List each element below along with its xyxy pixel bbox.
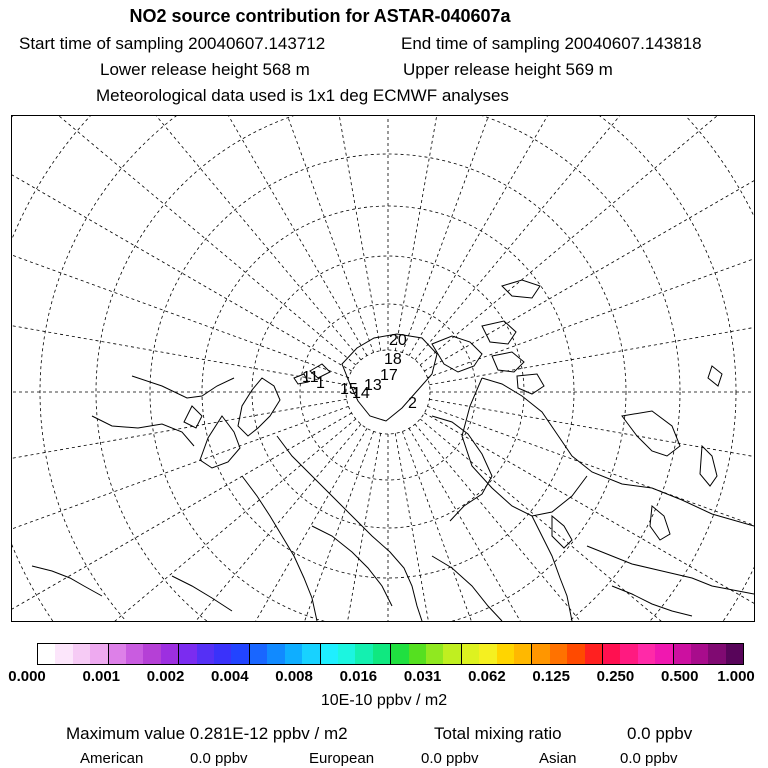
color-scale-cell [373,644,391,664]
color-scale-cell [90,644,108,664]
longitude-line [395,433,544,621]
longitude-line [12,399,347,548]
color-scale-tick-label: 0.004 [211,668,249,685]
region-asian-name: Asian [539,750,577,767]
color-scale-cell [73,644,90,664]
longitude-line [12,406,349,621]
longitude-line [409,116,754,356]
color-scale-cell [38,644,55,664]
latitude-circle [252,256,524,528]
color-scale-cell [197,644,214,664]
longitude-line [402,116,695,353]
color-scale-cell [321,644,338,664]
color-scale-cell [409,644,426,664]
color-scale-cell [691,644,708,664]
longitude-line [415,424,754,621]
longitude-line [12,116,361,360]
color-scale-cell [708,644,725,664]
region-american-value: 0.0 ppbv [190,750,248,767]
units-label: 10E-10 ppbv / m2 [320,692,448,709]
start-time: Start time of sampling 20040607.143712 [19,34,326,53]
color-scale-cell [726,644,743,664]
longitude-line [420,116,754,365]
map-label: 14 [352,385,370,402]
color-scale-cell [462,644,479,664]
color-scale-tick-label: 0.062 [468,668,506,685]
longitude-line [232,116,381,351]
color-scale-tick-label: 1.000 [717,668,755,685]
color-scale-cell [514,644,532,664]
longitude-line [402,431,695,621]
color-scale-tick-label: 0.500 [660,668,699,685]
longitude-line [12,419,356,621]
color-scale-cell [603,644,620,664]
region-american-name: American [80,750,144,767]
color-scale-cell [391,644,408,664]
end-time: End time of sampling 20040607.143818 [401,34,702,53]
longitude-line [12,116,349,378]
region-european-name: European [309,750,375,767]
color-scale-cell [620,644,637,664]
longitude-line [12,428,367,621]
map-label: 1 [316,375,325,392]
region-asian-value: 0.0 ppbv [620,750,678,767]
color-scale-cell [55,644,72,664]
color-scale-cell [585,644,603,664]
color-scale-cell [532,644,549,664]
color-scale-cell [161,644,179,664]
longitude-line [427,116,754,378]
color-scale-cell [443,644,461,664]
longitude-line [12,116,356,365]
region-european-value: 0.0 ppbv [421,750,479,767]
color-scale-tick-label: 0.002 [146,668,185,685]
color-scale-cell [179,644,196,664]
map-label: 15 [340,381,358,398]
longitude-line [12,236,347,385]
latitude-circle [202,206,574,578]
color-scale-cell [550,644,567,664]
color-scale-cell [674,644,691,664]
color-scale-tick-label: 0.016 [339,668,378,685]
color-scale-cell [638,644,655,664]
color-scale-cell [143,644,160,664]
color-scale-tick-label: 0.031 [403,668,442,685]
map-label: 13 [364,377,382,394]
color-scale-cell [250,644,267,664]
color-scale-cell [302,644,320,664]
max-value: Maximum value 0.281E-12 ppbv / m2 [66,724,348,743]
longitude-line [80,116,373,353]
longitude-line [420,419,754,621]
map-label: 20 [389,332,407,349]
longitude-line [424,413,754,621]
color-scale-cell [285,644,302,664]
color-scale-bar [37,643,744,665]
map-label: 18 [384,351,402,368]
map-title: NO2 source contribution for ASTAR-040607a [129,6,511,26]
lower-release-height: Lower release height 568 m [100,60,310,79]
longitude-line [424,116,754,371]
color-scale-tick-label: 0.000 [8,668,46,685]
color-scale-cell [109,644,126,664]
longitude-line [427,406,754,621]
map-label: 2 [408,395,417,412]
color-scale-cell [567,644,584,664]
longitude-line [395,116,544,351]
longitude-line [232,433,381,621]
color-scale-cell [355,644,372,664]
map-label: 17 [380,367,398,384]
color-scale-cell [267,644,284,664]
color-scale-cell [338,644,355,664]
color-scale-cell [231,644,249,664]
color-scale-cell [426,644,443,664]
longitude-line [429,236,754,385]
map-frame [11,115,755,622]
color-scale-tick-label: 0.250 [596,668,635,685]
color-scale-tick-label: 0.001 [82,668,121,685]
longitude-line [429,399,754,548]
longitude-line [12,116,352,371]
map-value-labels [302,332,417,412]
color-scale-cell [497,644,514,664]
longitude-line [80,431,373,621]
color-scale-cell [126,644,143,664]
longitude-line [415,116,754,360]
color-scale-cell [479,644,496,664]
polar-map [12,116,754,621]
longitude-line [12,413,352,621]
color-scale-cell [214,644,231,664]
total-mixing-label: Total mixing ratio [434,724,562,743]
map-label: 11 [302,369,319,386]
longitude-line [12,424,361,621]
color-scale-tick-label: 0.125 [532,668,570,685]
total-mixing-value: 0.0 ppbv [627,724,693,743]
color-scale-cell [655,644,673,664]
color-scale-tick-label: 0.008 [275,668,313,685]
upper-release-height: Upper release height 569 m [403,60,613,79]
met-data-note: Meteorological data used is 1x1 deg ECMWF analyses [96,86,509,105]
